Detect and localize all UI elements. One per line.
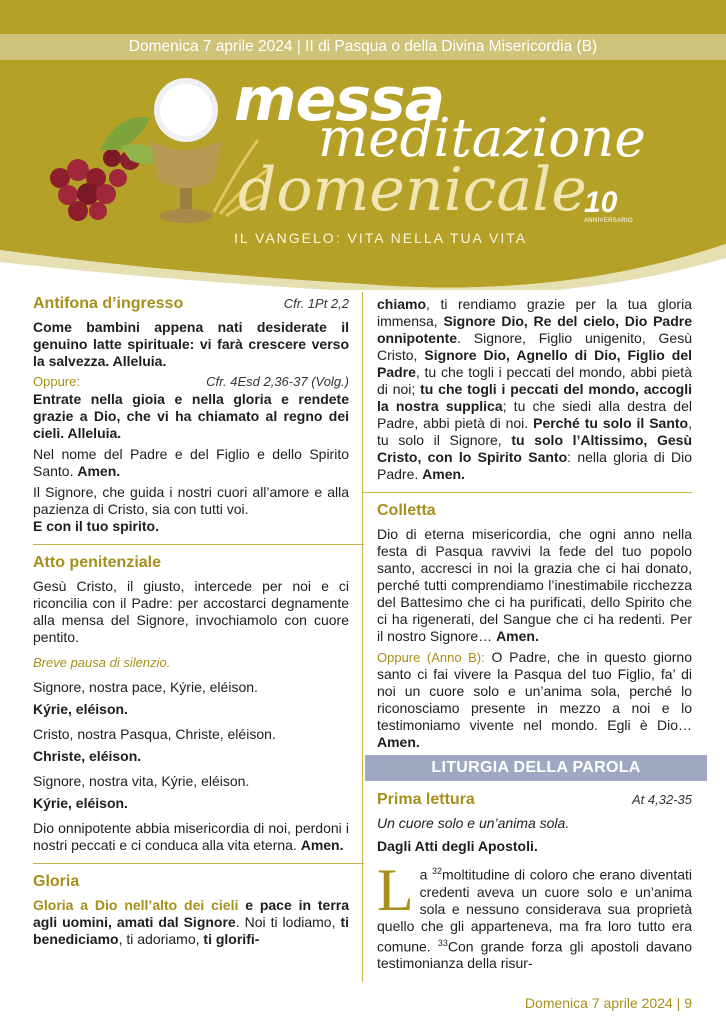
response: E con il tuo spirito. xyxy=(33,518,159,534)
section-header xyxy=(377,502,692,520)
section-divider xyxy=(33,863,364,864)
reference: Cfr. 1Pt 2,2 xyxy=(283,296,349,311)
reference: Cfr. 4Esd 2,36-37 (Volg.) xyxy=(206,374,349,389)
column-divider xyxy=(362,292,363,982)
text: . Noi ti lodiamo, xyxy=(235,914,341,930)
collect-text xyxy=(377,526,692,645)
section-colletta xyxy=(377,502,692,751)
text: Dio onnipotente abbia misericordia di noi, perdoni i nostri peccati e ci conduca alla vita eterna. xyxy=(33,820,349,853)
reading-subtitle: Un cuore solo e un’anima sola. xyxy=(377,815,570,831)
response: Kýrie, eléison. xyxy=(33,795,128,811)
reading-source: Dagli Atti degli Apostoli. xyxy=(377,838,538,854)
amen: Amen. xyxy=(300,837,344,853)
section-gloria xyxy=(33,873,349,948)
invocation: Signore, nostra pace, Kýrie, eléison. xyxy=(33,679,258,695)
anniversary-number: 10 xyxy=(584,186,618,219)
gloria-text xyxy=(377,296,692,483)
antiphon-text-2: Entrate nella gioia e nella gloria e rendete grazie a Dio, che vi ha chiamato al regno dei cieli. Alleluia. xyxy=(33,391,349,441)
title-messa: messa xyxy=(234,65,445,135)
header-date-line: Domenica 7 aprile 2024 | II di Pasqua o della Divina Misericordia (B) xyxy=(128,38,598,55)
section-divider xyxy=(362,492,692,493)
pause-note: Breve pausa di silenzio. xyxy=(33,655,171,670)
text: , tu solo il Signore, xyxy=(377,415,693,448)
text: chiamo xyxy=(377,296,427,312)
tagline: IL VANGELO: VITA NELLA TUA VITA xyxy=(234,230,528,246)
reference: At 4,32-35 xyxy=(632,792,692,807)
absolution xyxy=(33,820,349,854)
text: , ti rendiamo grazie per la tua gloria immensa, xyxy=(377,296,692,329)
invocation: Cristo, nostra Pasqua, Christe, eléison. xyxy=(33,726,276,742)
section-heading: Prima lettura xyxy=(377,791,475,808)
text: ; tu che siedi alla destra del Padre, abbi pietà di noi. xyxy=(377,398,692,431)
right-column xyxy=(377,290,692,976)
section-prima-lettura xyxy=(377,791,692,972)
title-domenicale: domenicale xyxy=(238,155,587,225)
section-header xyxy=(33,295,349,313)
section-gloria-continued xyxy=(377,296,692,483)
section-heading: Atto penitenziale xyxy=(33,554,162,571)
amen: Amen. xyxy=(77,463,121,479)
verse-number: 33 xyxy=(437,937,448,948)
page-footer: Domenica 7 aprile 2024 | 9 xyxy=(524,995,692,1011)
text: : nella gloria di Dio Padre. xyxy=(377,449,692,482)
section-heading: Colletta xyxy=(377,502,436,519)
amen: Amen. xyxy=(422,466,465,482)
gloria-text xyxy=(33,897,349,948)
text: moltitudine di coloro che erano diventati credenti aveva un cuore solo e un’anima sola e nessuno considerava sua proprietà quello che gli apparteneva, ma fra loro tutto era comune. xyxy=(377,866,692,955)
title-meditazione: meditazione xyxy=(318,108,646,169)
antiphon-text: Come bambini appena nati desiderate il genuino latte spirituale: vi farà crescere verso la salvezza. Alleluia. xyxy=(33,319,349,369)
collect-text-alt xyxy=(377,649,692,751)
text: a xyxy=(419,866,432,883)
anniversary-label: ANNIVERSARIO xyxy=(584,218,633,224)
section-header xyxy=(33,873,349,891)
text: Signore Dio, Re del cielo, Dio Padre onnipotente xyxy=(377,313,692,346)
text: O Padre, che in questo giorno santo ci fai vivere la Pasqua del tuo Figlio, fa’ di noi un cuore solo e un’anima sola, perché lo riconosciamo presente in mezzo a noi e lo testimoniamo vivente nel mondo. Egli è Dio… xyxy=(377,649,692,733)
text: Perché tu solo il Santo xyxy=(533,415,689,431)
oppure-label: Oppure (Anno B): xyxy=(377,650,485,665)
sign-of-cross xyxy=(33,446,349,480)
invitation-text: Gesù Cristo, il giusto, intercede per noi e ci riconcilia con il Padre: per accostarci degnamente alla mensa del Signore, invochiamolo con cuore pentito. xyxy=(33,578,349,645)
text: . Signore, Figlio unigenito, Gesù Cristo, xyxy=(377,330,692,363)
text: ti glorifi- xyxy=(203,931,260,947)
left-column xyxy=(33,290,349,952)
text: Signore Dio, Agnello di Dio, Figlio del Padre xyxy=(377,347,692,380)
section-heading: Gloria xyxy=(33,873,80,890)
text: Gloria a Dio nell’alto dei cieli xyxy=(33,897,239,913)
section-divider xyxy=(33,544,364,545)
section-antifona xyxy=(33,295,349,535)
greeting: Il Signore, che guida i nostri cuori all’amore e alla pazienza di Cristo, sia con tutti voi. xyxy=(33,484,349,517)
text: ti benediciamo xyxy=(33,914,349,947)
text: Con grande forza gli apostoli davano testimonianza della risur- xyxy=(377,938,692,972)
section-header xyxy=(33,554,349,572)
text: , ti adoriamo, xyxy=(118,931,204,947)
amen: Amen. xyxy=(377,734,420,750)
section-header xyxy=(377,791,692,809)
text: tu che togli i peccati del mondo, accogli la nostra supplica xyxy=(377,381,693,414)
text: , tu che togli i peccati del mondo, abbi pietà di noi; xyxy=(377,364,692,397)
masthead xyxy=(0,0,726,290)
section-heading: Antifona d’ingresso xyxy=(33,295,184,312)
anniversary-badge xyxy=(584,188,644,232)
reading-text xyxy=(377,857,692,972)
amen: Amen. xyxy=(496,628,539,644)
drop-cap: L xyxy=(377,857,414,923)
text: Nel nome del Padre e del Figlio e dello Spirito Santo. xyxy=(33,446,349,479)
text: Dio di eterna misericordia, che ogni anno nella festa di Pasqua ravvivi la fede del tuo popolo santo, accresci in noi la grazia che ci hai donato, perché tutti comprendiamo l’inestimabile ricchezza del Battesimo che ci ha purificati, dello Spirito che ci ha rigenerati, del Sangue che ci ha redenti. Per il nostro Signore… xyxy=(377,526,692,644)
section-atto-penitenziale xyxy=(33,554,349,854)
liturgy-band: LITURGIA DELLA PAROLA xyxy=(365,755,707,781)
oppure-label: Oppure: xyxy=(33,374,80,389)
text: e pace in terra agli uomini, amati dal Signore xyxy=(33,897,350,930)
response: Christe, eléison. xyxy=(33,748,142,764)
text: tu solo l’Altissimo, Gesù Cristo, con lo Spirito Santo xyxy=(377,432,692,465)
response: Kýrie, eléison. xyxy=(33,701,128,717)
oppure-line xyxy=(33,374,349,389)
verse-number: 32 xyxy=(432,866,443,876)
invocation: Signore, nostra vita, Kýrie, eléison. xyxy=(33,773,250,789)
